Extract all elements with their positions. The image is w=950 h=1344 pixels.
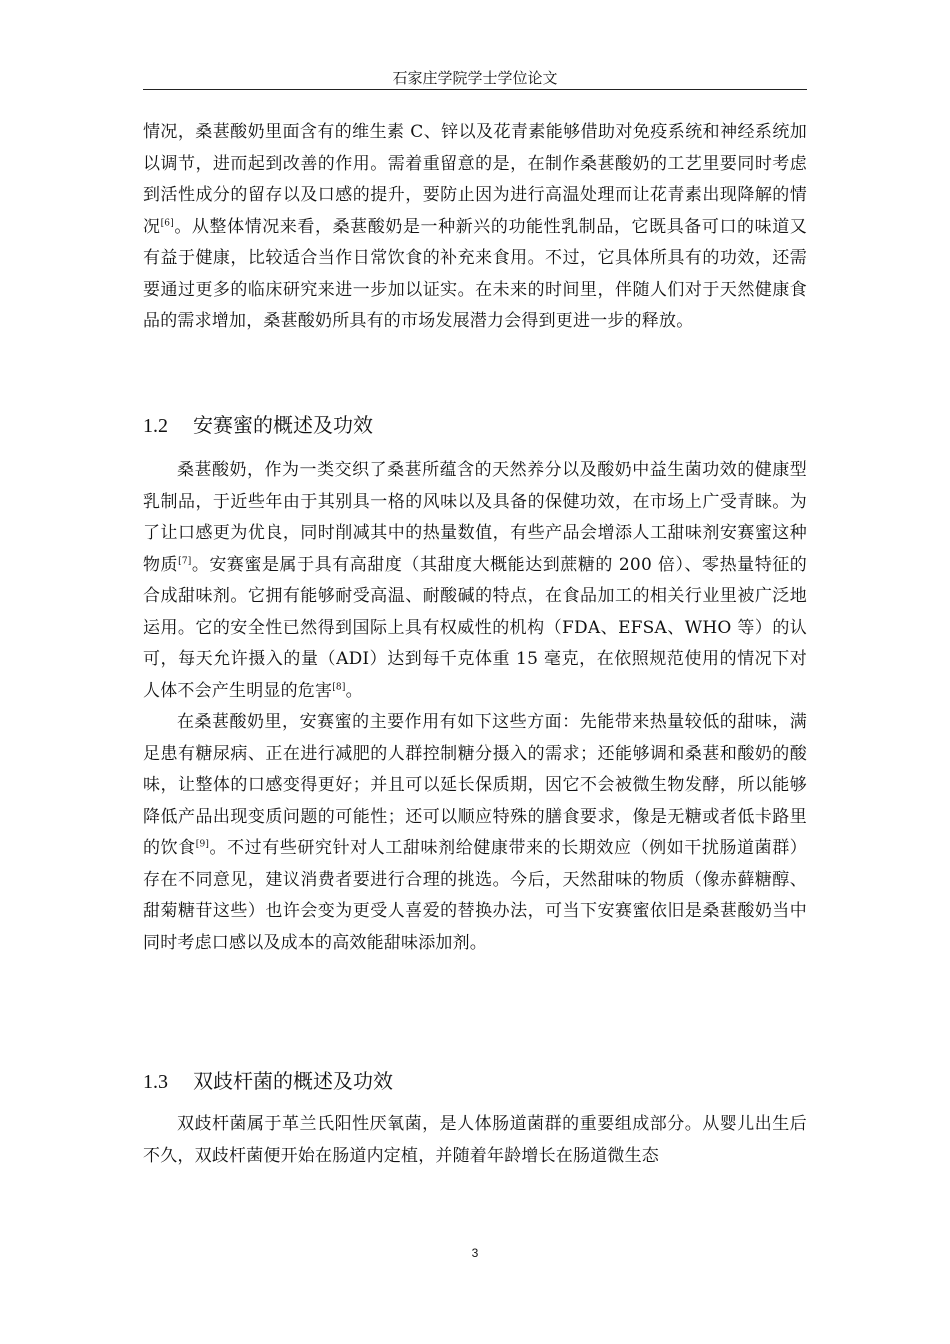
paragraph-text: 。不过有些研究针对人工甜味剂给健康带来的长期效应（例如干扰肠道菌群）存在不同意见，建议消费者要进行合理的挑选。今后，天然甜味的物质（像赤藓糖醇、甜菊糖苷这些）也许会变为更受人喜爱的替换办法，可当下安赛蜜依旧是桑葚酸奶当中同时考虑口感以及成本的高效能甜味添加剂。 — [143, 838, 807, 953]
section-1-2-paragraph-1 — [143, 455, 807, 707]
section-heading-1-3 — [143, 1067, 807, 1096]
citation-7: [7] — [178, 555, 192, 566]
paragraph-text: 。安赛蜜是属于具有高甜度（其甜度大概能达到蔗糖的 200 倍）、零热量特征的合成甜味剂。它拥有能够耐受高温、耐酸碱的特点，在食品加工的相关行业里被广泛地运用。它的安全性已然得到国际上具有权威性的机构（FDA、EFSA、WHO 等）的认可，每天允许摄入的量（ADI）达到每千克体重 15 毫克，在依照规范使用的情况下对人体不会产生明显的危害 — [143, 554, 808, 701]
intro-text-b: 。从整体情况来看，桑葚酸奶是一种新兴的功能性乳制品，它既具备可口的味道又有益于健康，比较适合当作日常饮食的补充来食用。不过，它具体所具有的功效，还需要通过更多的临床研究来进一步加以证实。在未来的时间里，伴随人们对于天然健康食品的需求增加，桑葚酸奶所具有的市场发展潜力会得到更进一步的释放。 — [143, 216, 808, 331]
running-header: 石家庄学院学士学位论文 — [392, 69, 558, 87]
section-heading-1-2 — [143, 411, 807, 440]
section-title: 安赛蜜的概述及功效 — [193, 413, 373, 437]
citation-8: [8] — [332, 681, 346, 692]
intro-paragraph — [143, 117, 807, 338]
section-1-2-body — [143, 455, 807, 959]
page-number: 3 — [471, 1246, 479, 1260]
citation-9: [9] — [195, 839, 210, 850]
section-1-2-heading-block — [143, 411, 807, 440]
section-title: 双歧杆菌的概述及功效 — [193, 1069, 393, 1093]
header-rule — [143, 89, 807, 90]
section-1-3-paragraph-1: 双歧杆菌属于革兰氏阳性厌氧菌，是人体肠道菌群的重要组成部分。从婴儿出生后不久，双歧杆菌便开始在肠道内定植，并随着年龄增长在肠道微生态 — [143, 1114, 807, 1166]
paragraph-text: 。 — [345, 680, 363, 701]
citation-6: [6] — [160, 217, 174, 228]
section-number: 1.2 — [143, 415, 168, 437]
section-1-3-body — [143, 1109, 807, 1172]
paragraph-text: 在桑葚酸奶里，安赛蜜的主要作用有如下这些方面：先能带来热量较低的甜味，满足患有糖尿病、正在进行减肥的人群控制糖分摄入的需求；还能够调和桑葚和酸奶的酸味，让整体的口感变得更好；并且可以延长保质期，因它不会被微生物发酵，所以能够降低产品出现变质问题的可能性；还可以顺应特殊的膳食要求，像是无糖或者低卡路里的饮食 — [143, 712, 807, 858]
intro-paragraph-block — [143, 117, 807, 338]
section-1-2-paragraph-2 — [143, 707, 807, 959]
intro-text-a: 情况，桑葚酸奶里面含有的维生素 C、锌以及花青素能够借助对免疫系统和神经系统加以调节，进而起到改善的作用。需着重留意的是，在制作桑葚酸奶的工艺里要同时考虑到活性成分的留存以及口感的提升，要防止因为进行高温处理而让花青素出现降解的情况 — [143, 122, 807, 237]
paragraph-text: 桑葚酸奶，作为一类交织了桑葚所蕴含的天然养分以及酸奶中益生菌功效的健康型乳制品，于近些年由于其别具一格的风味以及具备的保健功效，在市场上广受青睐。为了让口感更为优良，同时削减其中的热量数值，有些产品会增添人工甜味剂安赛蜜这种物质 — [143, 460, 807, 575]
section-1-3-heading-block — [143, 1067, 807, 1096]
section-number: 1.3 — [143, 1071, 168, 1093]
